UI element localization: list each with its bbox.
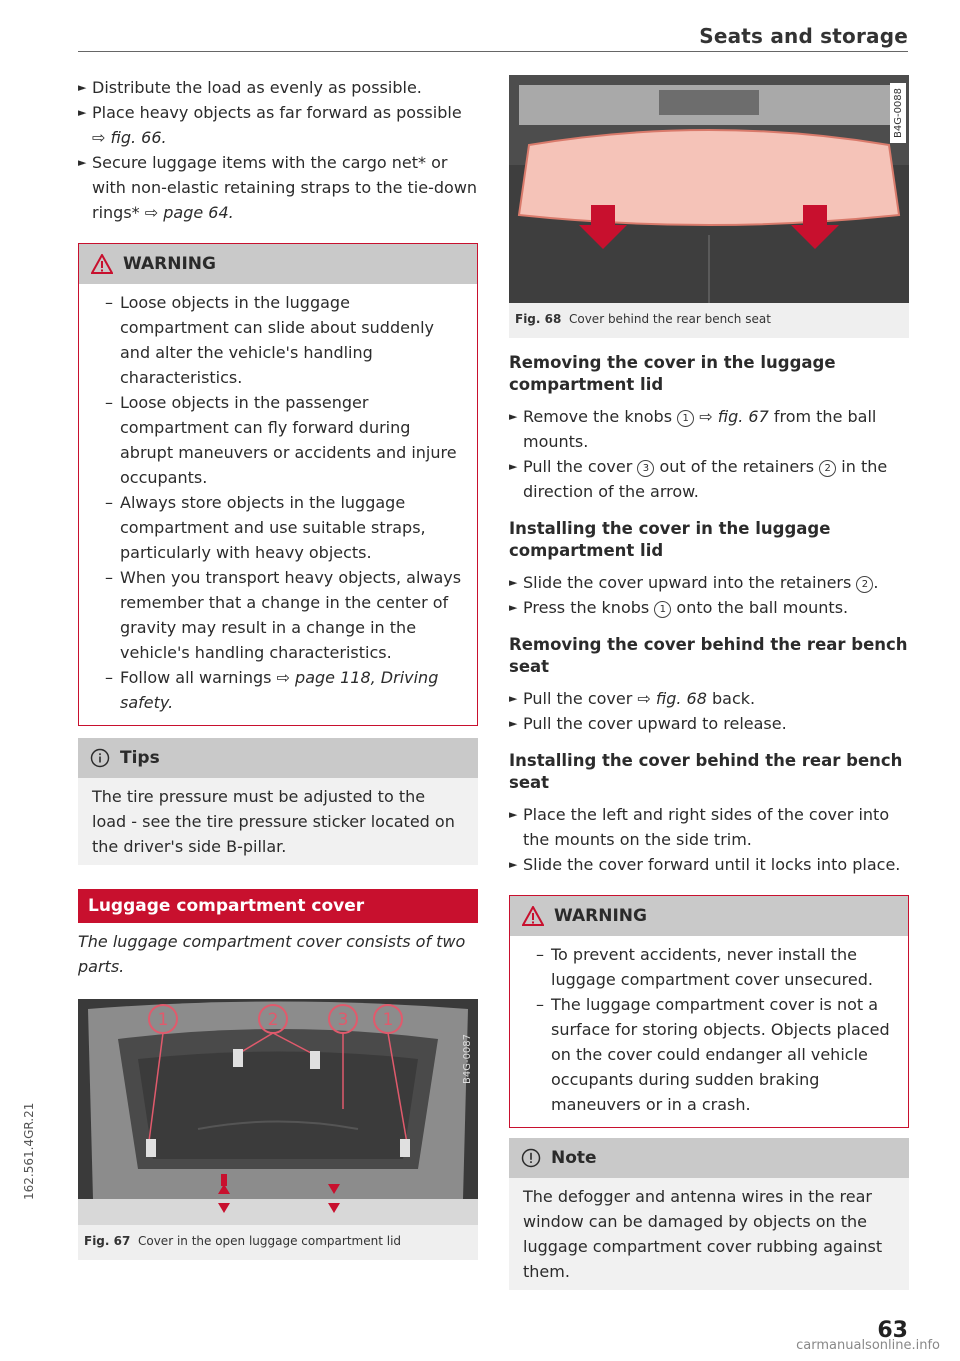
- load-bullet-list: [78, 75, 478, 225]
- list-item: – Always store objects in the luggage compartment and use suitable straps, particularly with heavy objects.: [93, 490, 463, 565]
- callout-3: 3: [337, 1010, 349, 1030]
- list-item: ► Pull the cover ⇨ fig. 68 back.: [509, 686, 909, 711]
- list-item: ► Secure luggage items with the cargo net* or with non-elastic retaining straps to the tie-down rings* ⇨ page 64.: [78, 150, 478, 225]
- right-column: [509, 75, 909, 1290]
- instruction-sections: [509, 352, 909, 877]
- page-header-title: Seats and storage: [699, 24, 908, 48]
- list-item: – When you transport heavy objects, always remember that a change in the center of gravity may result in a change in the vehicle's handling characteristics.: [93, 565, 463, 665]
- figure-68-caption: Fig. 68 Cover behind the rear bench seat: [515, 312, 771, 326]
- document-code: 162.561.4GR.21: [22, 1102, 36, 1200]
- list-item: – Loose objects in the passenger compartment can fly forward during abrupt maneuvers or accidents and injure occupants.: [93, 390, 463, 490]
- callout-marker: 2: [819, 460, 836, 477]
- warning-heading: WARNING: [510, 896, 908, 936]
- callout-marker: 2: [856, 576, 873, 593]
- section-title-bar: Luggage compartment cover: [78, 889, 478, 923]
- callout-marker: 1: [654, 601, 671, 618]
- callout-1-right: 1: [382, 1010, 394, 1030]
- note-text: The defogger and antenna wires in the rear window can be damaged by objects on the luggage compartment cover rubbing against them.: [523, 1187, 883, 1281]
- page-118-link[interactable]: ⇨ page 118, Driving safety.: [120, 668, 439, 712]
- exclamation-circle-icon: [521, 1148, 541, 1168]
- figure-code: B4G-0087: [462, 1033, 473, 1085]
- section-heading: Installing the cover behind the rear bench seat: [509, 751, 903, 792]
- note-heading: Note: [509, 1138, 909, 1178]
- callout-1-left: 1: [157, 1010, 169, 1030]
- warning-triangle-icon: [91, 254, 113, 274]
- page-64-link[interactable]: ⇨ page 64.: [144, 203, 234, 222]
- left-column: [78, 75, 478, 1260]
- list-item: ► Press the knobs 1 onto the ball mounts.: [509, 595, 909, 620]
- callout-marker: 1: [677, 410, 694, 427]
- list-item: ► Place heavy objects as far forward as possible ⇨ fig. 66.: [78, 100, 478, 150]
- tips-text: The tire pressure must be adjusted to the load - see the tire pressure sticker located on the driver's side B-pillar.: [92, 787, 455, 856]
- list-item: ► Pull the cover upward to release.: [509, 711, 909, 736]
- warning-box-left: [78, 243, 478, 726]
- list-item: – The luggage compartment cover is not a surface for storing objects. Objects placed on the cover could endanger all vehicle occupants during sudden braking maneuvers or in a crash.: [524, 992, 894, 1117]
- figure-67-caption: Fig. 67 Cover in the open luggage compartment lid: [84, 1234, 402, 1248]
- list-item: – Loose objects in the luggage compartment can slide about suddenly and alter the vehicle's handling characteristics.: [93, 290, 463, 390]
- fig-66-link[interactable]: ⇨ fig. 66.: [92, 128, 167, 147]
- watermark: carmanualsonline.info: [796, 1338, 940, 1353]
- note-box: [509, 1138, 909, 1290]
- luggage-lid-illustration: [78, 999, 478, 1225]
- section-intro: The luggage compartment cover consists of two parts.: [78, 932, 466, 976]
- fig-67-link[interactable]: ⇨ fig. 67: [699, 407, 769, 426]
- list-item: – Follow all warnings ⇨ page 118, Driving safety.: [93, 665, 463, 715]
- list-item: ► Distribute the load as evenly as possible.: [78, 75, 478, 100]
- callout-marker: 3: [637, 460, 654, 477]
- list-item: ► Slide the cover upward into the retainers 2 .: [509, 570, 909, 595]
- list-item: ► Slide the cover forward until it locks into place.: [509, 852, 909, 877]
- callout-2: 2: [267, 1010, 279, 1030]
- list-item: – To prevent accidents, never install the luggage compartment cover unsecured.: [524, 942, 894, 992]
- section-heading: Installing the cover in the luggage compartment lid: [509, 519, 831, 560]
- info-icon: [90, 748, 110, 768]
- figure-67: [78, 999, 478, 1260]
- page-number: 63: [877, 1318, 908, 1343]
- header-rule: [78, 51, 908, 52]
- list-item: ► Remove the knobs 1 ⇨ fig. 67 from the ball mounts.: [509, 404, 909, 454]
- figure-68: [509, 75, 909, 338]
- section-heading: Removing the cover behind the rear bench seat: [509, 635, 908, 676]
- tips-heading: Tips: [78, 738, 478, 778]
- list-item: ► Pull the cover 3 out of the retainers 2 in the direction of the arrow.: [509, 454, 909, 504]
- tips-box: [78, 738, 478, 865]
- rear-bench-illustration: [509, 75, 909, 303]
- section-heading: Removing the cover in the luggage compartment lid: [509, 353, 836, 394]
- fig-68-link[interactable]: ⇨ fig. 68: [637, 689, 707, 708]
- warning-triangle-icon: [522, 906, 544, 926]
- figure-code: B4G-0088: [893, 87, 904, 139]
- warning-heading: WARNING: [79, 244, 477, 284]
- warning-box-right: [509, 895, 909, 1128]
- list-item: ► Place the left and right sides of the cover into the mounts on the side trim.: [509, 802, 909, 852]
